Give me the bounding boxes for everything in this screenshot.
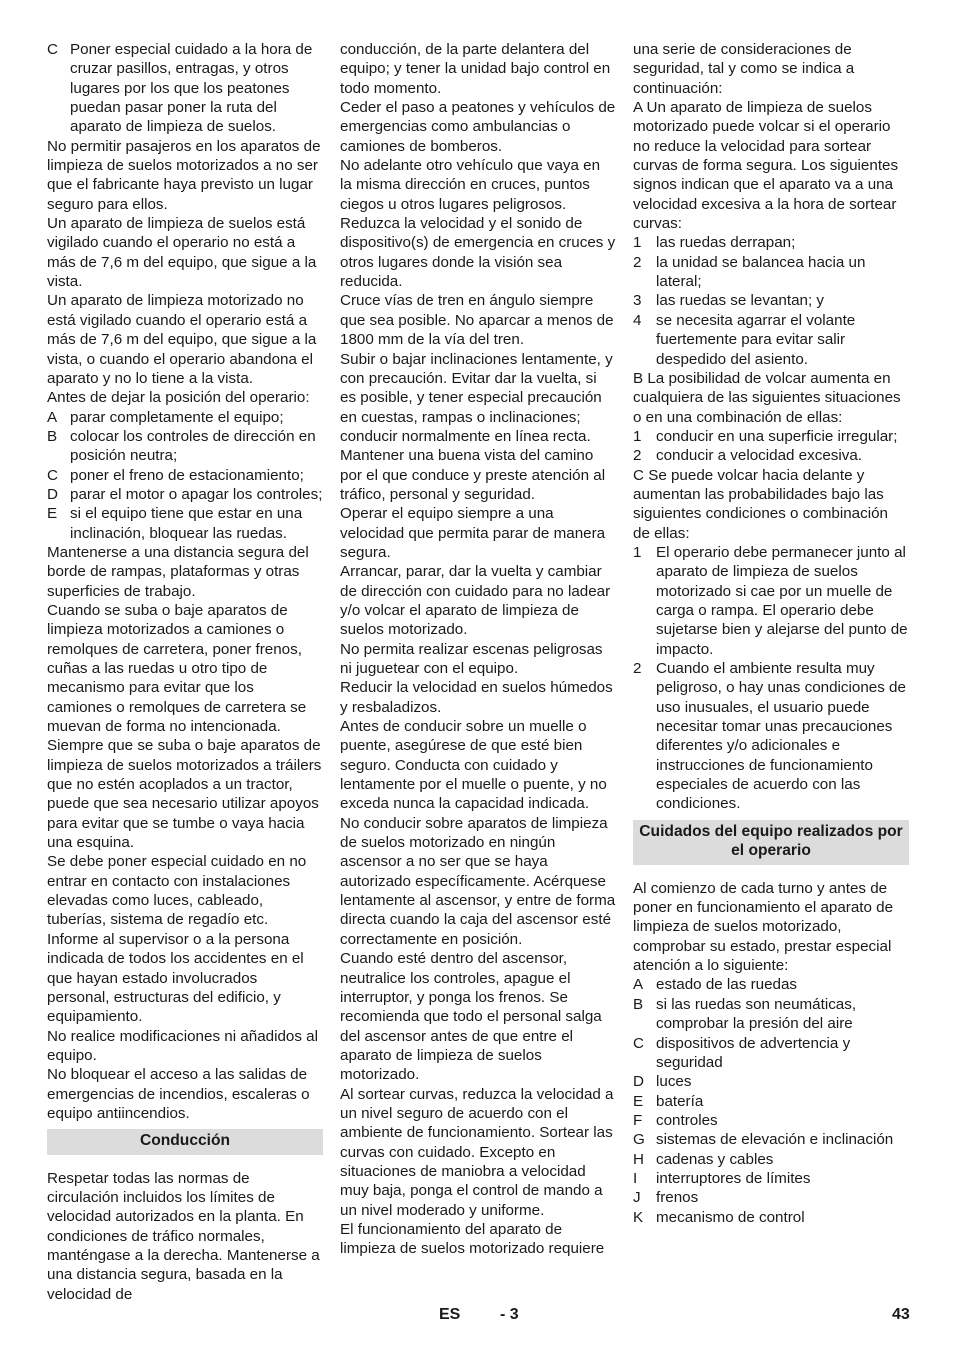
paragraph: No conducir sobre aparatos de limpieza de suelos motorizado en ningún ascensor a no ser que se haya autorizado específicamente. Acérquese lentamente al ascensor, y entre de forma directa cuando la caja del ascensor esté correctamente en posición. (340, 814, 616, 948)
list-item (633, 1208, 909, 1227)
paragraph: Antes de conducir sobre un muelle o puente, asegúrese de que esté bien seguro. Conducta con cuidado y lentamente por el muelle o puente, y no exceda nunca la capacidad indicada. (340, 718, 607, 813)
list-item-marker: J (633, 1189, 641, 1207)
list-item-marker: A (633, 976, 644, 994)
list-item-text: conducir a velocidad excesiva. (656, 447, 862, 465)
list-item (633, 233, 909, 252)
list-item-marker: B (47, 427, 58, 445)
paragraph: C Se puede volcar hacia delante y aumentan las probabilidades bajo las siguientes condiciones o combinación de ellas: (633, 466, 888, 542)
paragraph: Cruce vías de tren en ángulo siempre que sea posible. No aparcar a menos de 1800 mm de la vía del tren. (340, 292, 614, 349)
paragraph: Informe al supervisor o a la persona indicada de todos los accidentes en el que hayan estado involucrados personal, estructuras del edificio, y equipamiento. (47, 930, 304, 1026)
list-item-marker: C (47, 41, 58, 58)
list-item (633, 543, 909, 659)
list-item (47, 40, 323, 137)
list-item-marker: 1 (633, 427, 642, 445)
list-item-marker: B (633, 995, 644, 1013)
list-item (633, 975, 909, 994)
paragraph: una serie de consideraciones de seguridad, tal y como se indica a continuación: (633, 41, 855, 97)
list-item-marker: I (633, 1169, 638, 1187)
paragraph: Se debe poner especial cuidado en no entrar en contacto con instalaciones elevadas como luces, cableado, tuberías, sistema de regadío etc. (47, 853, 307, 929)
list-item (47, 408, 323, 427)
list-item-text: cadenas y cables (656, 1150, 774, 1168)
list-item-text: poner el freno de estacionamiento; (70, 466, 304, 484)
paragraph: Al sortear curvas, reduzca la velocidad a un nivel seguro de acuerdo con el ambiente de funcionamiento. Sortear las curvas con cuidado. Excepto en situaciones de maniobra a velocidad muy baja, ponga el control de mando a un nivel moderado y uniforme. (340, 1085, 614, 1219)
list-item-text: se necesita agarrar el volante fuertemente para evitar salir despedido del asiento. (656, 311, 856, 368)
paragraph: Ceder el paso a peatones y vehículos de emergencias como ambulancias o camiones de bomberos. (340, 99, 616, 155)
list-item-text: las ruedas se levantan; y (656, 292, 825, 310)
list-item (633, 659, 909, 814)
column-3 (633, 40, 909, 1227)
list-item-marker: 1 (633, 234, 642, 252)
section-heading: Conducción (47, 1129, 323, 1155)
list-item (633, 1111, 909, 1130)
paragraph: No permitir pasajeros en los aparatos de limpieza de suelos motorizados a no ser que el fabricante haya previsto un lugar seguro para ellos. (47, 137, 321, 213)
list-item (633, 1150, 909, 1169)
paragraph: Cuando esté dentro del ascensor, neutralice los controles, apague el interruptor, y ponga los frenos. Se recomienda que todo el personal salga del ascensor antes de que entre el aparato de limpieza de suelos motorizado. (340, 950, 602, 1084)
footer-section-number: - 3 (500, 1306, 519, 1323)
paragraph: Arrancar, parar, dar la vuelta y cambiar de dirección con cuidado para no ladear y/o volcar el aparato de limpieza de suelos motorizado. (340, 563, 611, 639)
list-item-text: si las ruedas son neumáticas, comprobar la presión del aire (656, 995, 857, 1033)
list-item-text: El operario debe permanecer junto al aparato de limpieza de suelos motorizado si cae por un muelle de carga o rampa. El operario debe sujetarse bien y alejarse del punto de impacto. (656, 543, 908, 658)
list-item-text: conducir en una superficie irregular; (656, 427, 898, 445)
paragraph: Subir o bajar inclinaciones lentamente, y con precaución. Evitar dar la vuelta, si es posible, y tener especial precaución en cuestas, rampas o inclinaciones; conducir normalmente en línea recta. (340, 350, 613, 445)
list-item-marker: H (633, 1150, 644, 1168)
paragraph: conducción, de la parte delantera del equipo; y tener la unidad bajo control en todo momento. (340, 41, 611, 97)
list-item-marker: 2 (633, 447, 642, 465)
list-item-text: si el equipo tiene que estar en una inclinación, bloquear las ruedas. (70, 505, 303, 542)
list-item (47, 466, 323, 485)
paragraph: No permita realizar escenas peligrosas ni juguetear con el equipo. (340, 640, 603, 677)
footer-page-number: 43 (892, 1306, 910, 1323)
list-item-marker: E (47, 505, 58, 523)
list-item-marker: 1 (633, 543, 642, 561)
list-item-marker: 3 (633, 292, 642, 310)
list-item (633, 1188, 909, 1207)
list-item-text: batería (656, 1092, 704, 1110)
list-item (633, 1092, 909, 1111)
list-item-text: luces (656, 1073, 692, 1091)
list-item-marker: 2 (633, 660, 642, 677)
list-item-marker: D (633, 1073, 644, 1091)
paragraph: Antes de dejar la posición del operario: (47, 389, 310, 407)
list-item-text: frenos (656, 1189, 699, 1207)
paragraph: No adelante otro vehículo que vaya en la misma dirección en cruces, puntos ciegos u otros lugares peligrosos. (340, 157, 601, 213)
list-item-text: parar completamente el equipo; (70, 408, 284, 426)
list-item-marker: K (633, 1208, 644, 1226)
list-item (633, 311, 909, 369)
list-item-text: controles (656, 1111, 718, 1129)
list-item-marker: F (633, 1111, 643, 1129)
paragraph: Un aparato de limpieza motorizado no está vigilado cuando el operario está a más de 7,6 m del equipo, que sigue a la vista, o cuando el operario abandona el aparato y no lo tiene a la vista. (47, 292, 317, 387)
list-item (633, 995, 909, 1034)
paragraph: Operar el equipo siempre a una velocidad que permita parar de manera segura. (340, 505, 606, 561)
column-2 (340, 40, 616, 1259)
list-item-marker: D (47, 485, 58, 503)
list-item (633, 1169, 909, 1188)
list-item-marker: E (633, 1092, 644, 1110)
list-item-text: dispositivos de advertencia y seguridad (656, 1034, 851, 1071)
list-item-text: interruptores de límites (656, 1169, 811, 1187)
list-item-text: Poner especial cuidado a la hora de cruzar pasillos, entragas, y otros lugares por los que los peatones puedan pasar poner la ruta del aparato de limpieza de suelos. (70, 41, 313, 136)
list-item-text: parar el motor o apagar los controles; (70, 485, 323, 503)
paragraph: Reduzca la velocidad y el sonido de dispositivo(s) de emergencia en cruces y otros lugares donde la visión sea reducida. (340, 215, 616, 291)
list-item-marker: 4 (633, 311, 642, 329)
paragraph: Respetar todas las normas de circulación incluidos los límites de velocidad autorizados en la planta. En condiciones de tráfico normales, manténgase a la derecha. Mantenerse a una distancia segura, basada en la velocidad de (47, 1169, 320, 1303)
list-item (633, 1034, 909, 1073)
list-item-text: estado de las ruedas (656, 976, 798, 994)
list-item (633, 1130, 909, 1149)
list-item (633, 253, 909, 292)
list-item-text: mecanismo de control (656, 1208, 805, 1226)
list-item-text: la unidad se balancea hacia un lateral; (656, 253, 866, 291)
list-item (47, 504, 323, 543)
list-item-text: colocar los controles de dirección en posición neutra; (70, 427, 316, 465)
list-item (633, 291, 909, 310)
list-item-text: sistemas de elevación e inclinación (656, 1131, 894, 1149)
list-item (633, 427, 909, 446)
paragraph: Reducir la velocidad en suelos húmedos y resbaladizos. (340, 679, 613, 716)
list-item (47, 427, 323, 466)
list-item (633, 1072, 909, 1091)
paragraph: Mantener una buena vista del camino por el que conduce y preste atención al tráfico, personal y seguridad. (340, 447, 606, 503)
page-footer (0, 1306, 954, 1328)
paragraph: A Un aparato de limpieza de suelos motorizado puede volcar si el operario no reduce la velocidad para sortear curvas de forma segura. Los siguientes signos indican que el aparato va a una velocidad excesiva a la hora de sortear curvas: (633, 99, 899, 233)
list-item-marker: A (47, 408, 58, 426)
paragraph: Siempre que se suba o baje aparatos de limpieza de suelos motorizados a tráilers que no estén acoplados a un tractor, puede que sea necesario utilizar apoyos para evitar que se tumbe o vaya hacia una esquina. (47, 737, 322, 852)
list-item-marker: G (633, 1131, 645, 1149)
paragraph: Mantenerse a una distancia segura del borde de rampas, plataformas y otras superficies de trabajo. (47, 543, 309, 600)
paragraph: No realice modificaciones ni añadidos al equipo. (47, 1027, 318, 1064)
footer-language: ES (439, 1306, 461, 1323)
list-item-marker: C (47, 466, 58, 484)
list-item (633, 446, 909, 465)
paragraph: Al comienzo de cada turno y antes de poner en funcionamiento el aparato de limpieza de suelos motorizado, comprobar su estado, prestar especial atención a lo siguiente: (633, 879, 894, 975)
list-item-marker: 2 (633, 253, 642, 271)
paragraph: El funcionamiento del aparato de limpieza de suelos motorizado requiere (340, 1220, 605, 1258)
paragraph: Un aparato de limpieza de suelos está vigilado cuando el operario no está a más de 7,6 m del equipo, que sigue a la vista. (47, 215, 317, 291)
paragraph: No bloquear el acceso a las salidas de emergencias de incendios, escaleras o equipo antiincendios. (47, 1066, 310, 1122)
list-item-text: las ruedas derrapan; (656, 234, 796, 252)
list-item-text: Cuando el ambiente resulta muy peligroso, o hay unas condiciones de uso inusuales, el usuario puede necesitar tomar unas precauciones diferentes y/o adicionales e instrucciones de funcionamiento especiales de acuerdo con las condiciones. (656, 660, 906, 813)
list-item (47, 485, 323, 504)
column-1 (47, 40, 323, 1304)
paragraph: B La posibilidad de volcar aumenta en cualquiera de las siguientes situaciones o en una combinación de ellas: (633, 369, 901, 426)
list-item-marker: C (633, 1034, 644, 1052)
section-heading: Cuidados del equipo realizados por el operario (633, 820, 909, 865)
paragraph: Cuando se suba o baje aparatos de limpieza motorizados a camiones o remolques de carretera, poner frenos, cuñas a las ruedas u otro tipo de mecanismo para evitar que los camiones o remolques de carretera se muevan de forma no intencionada. (47, 601, 307, 736)
